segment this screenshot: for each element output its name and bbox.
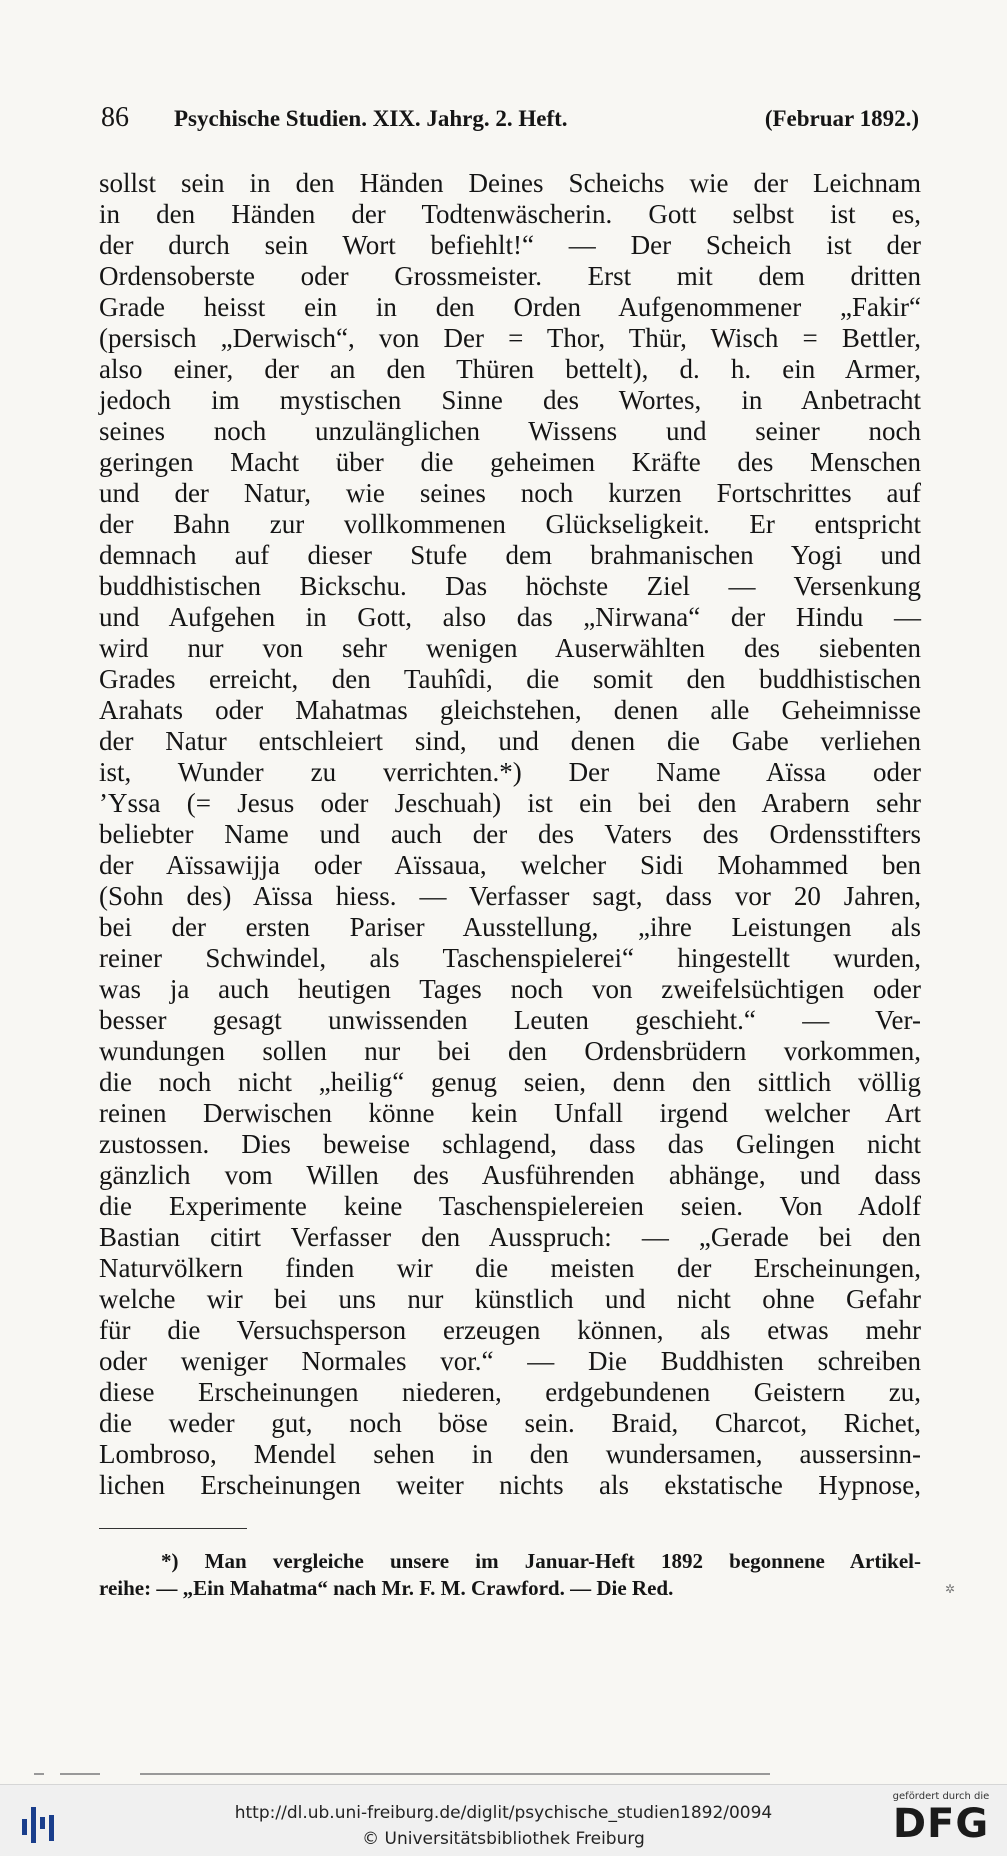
- scan-artifact: [140, 1773, 770, 1775]
- footnote-line: *) Man vergleiche unsere im Januar-Heft 1892 begonnene Artikel-: [161, 1549, 921, 1573]
- page-header: [101, 102, 919, 138]
- issue-date: (Februar 1892.): [764, 106, 919, 131]
- text-line: ist, Wunder zu verrichten.*) Der Name Aïssa oder: [99, 757, 921, 787]
- text-line: sollst sein in den Händen Deines Scheichs wie der Leichnam: [99, 168, 921, 198]
- scan-mark: ✲: [945, 1582, 956, 1596]
- scan-artifact: [34, 1773, 44, 1775]
- text-line: demnach auf dieser Stufe dem brahmanischen Yogi und: [99, 540, 921, 570]
- dfg-logo-text: DFG: [892, 1801, 990, 1847]
- text-line: reiner Schwindel, als Taschenspielerei“ hingestellt wurden,: [99, 943, 921, 973]
- body-text: [99, 168, 921, 1501]
- text-line: buddhistischen Bickschu. Das höchste Ziel — Versenkung: [99, 571, 921, 601]
- text-line: Naturvölkern finden wir die meisten der Erscheinungen,: [99, 1253, 921, 1283]
- text-line: und der Natur, wie seines noch kurzen Fortschrittes auf: [99, 478, 921, 508]
- text-line: jedoch im mystischen Sinne des Wortes, in Anbetracht: [99, 385, 921, 415]
- text-line: was ja auch heutigen Tages noch von zweifelsüchtigen oder: [99, 974, 921, 1004]
- footnote-line: reihe: — „Ein Mahatma“ nach Mr. F. M. Crawford. — Die Red.: [99, 1576, 674, 1600]
- text-line: der Natur entschleiert sind, und denen die Gabe verliehen: [99, 726, 921, 756]
- text-line: oder weniger Normales vor.“ — Die Buddhisten schreiben: [99, 1346, 921, 1376]
- text-line: und Aufgehen in Gott, also das „Nirwana“ der Hindu —: [99, 602, 921, 632]
- copyright-notice: © Universitätsbibliothek Freiburg: [362, 1829, 645, 1849]
- dfg-caption: gefördert durch die: [892, 1791, 990, 1802]
- viewer-footer: [0, 1784, 1007, 1856]
- running-title: Psychische Studien. XIX. Jahrg. 2. Heft.: [174, 106, 568, 131]
- permalink[interactable]: http://dl.ub.uni-freiburg.de/diglit/psychische_studien1892/0094: [234, 1803, 773, 1823]
- text-line: wundungen sollen nur bei den Ordensbrüdern vorkommen,: [99, 1036, 921, 1066]
- text-line: die weder gut, noch böse sein. Braid, Charcot, Richet,: [99, 1408, 921, 1438]
- text-line: besser gesagt unwissenden Leuten geschieht.“ — Ver-: [99, 1005, 921, 1035]
- text-line: gänzlich vom Willen des Ausführenden abhänge, und dass: [99, 1160, 921, 1190]
- text-line: die noch nicht „heilig“ genug seien, denn den sittlich völlig: [99, 1067, 921, 1097]
- text-line: reinen Derwischen könne kein Unfall irgend welcher Art: [99, 1098, 921, 1128]
- text-line: bei der ersten Pariser Ausstellung, „ihre Leistungen als: [99, 912, 921, 942]
- text-line: beliebter Name und auch der des Vaters des Ordensstifters: [99, 819, 921, 849]
- text-line: Arahats oder Mahatmas gleichstehen, denen alle Geheimnisse: [99, 695, 921, 725]
- text-line: der Aïssawijja oder Aïssaua, welcher Sidi Mohammed ben: [99, 850, 921, 880]
- text-line: die Experimente keine Taschenspielereien seien. Von Adolf: [99, 1191, 921, 1221]
- text-line: (Sohn des) Aïssa hiess. — Verfasser sagt, dass vor 20 Jahren,: [99, 881, 921, 911]
- text-line: Grades erreicht, den Tauhîdi, die somit den buddhistischen: [99, 664, 921, 694]
- footnote-rule: [99, 1528, 247, 1529]
- text-line: der Bahn zur vollkommenen Glückseligkeit. Er entspricht: [99, 509, 921, 539]
- text-line: Ordensoberste oder Grossmeister. Erst mit dem dritten: [99, 261, 921, 291]
- text-line: in den Händen der Todtenwäscherin. Gott selbst ist es,: [99, 199, 921, 229]
- text-line: also einer, der an den Thüren bettelt), d. h. ein Armer,: [99, 354, 921, 384]
- dfg-logo: [885, 1791, 997, 1846]
- text-line: Bastian citirt Verfasser den Ausspruch: — „Gerade bei den: [99, 1222, 921, 1252]
- footnote: [99, 1548, 921, 1602]
- page-number: 86: [101, 102, 129, 133]
- text-line: wird nur von sehr wenigen Auserwählten des siebenten: [99, 633, 921, 663]
- text-line: welche wir bei uns nur künstlich und nicht ohne Gefahr: [99, 1284, 921, 1314]
- text-line: (persisch „Derwisch“, von Der = Thor, Thür, Wisch = Bettler,: [99, 323, 921, 353]
- text-line: zustossen. Dies beweise schlagend, dass das Gelingen nicht: [99, 1129, 921, 1159]
- text-line: lichen Erscheinungen weiter nichts als ekstatische Hypnose,: [99, 1470, 921, 1500]
- scan-artifact: [60, 1773, 100, 1775]
- text-line: für die Versuchsperson erzeugen können, als etwas mehr: [99, 1315, 921, 1345]
- text-line: ’Yssa (= Jesus oder Jeschuah) ist ein bei den Arabern sehr: [99, 788, 921, 818]
- text-line: Grade heisst ein in den Orden Aufgenommener „Fakir“: [99, 292, 921, 322]
- text-line: seines noch unzulänglichen Wissens und seiner noch: [99, 416, 921, 446]
- text-line: diese Erscheinungen niederen, erdgebundenen Geistern zu,: [99, 1377, 921, 1407]
- text-line: Lombroso, Mendel sehen in den wundersamen, aussersinn-: [99, 1439, 921, 1469]
- text-line: geringen Macht über die geheimen Kräfte des Menschen: [99, 447, 921, 477]
- text-line: der durch sein Wort befiehlt!“ — Der Scheich ist der: [99, 230, 921, 260]
